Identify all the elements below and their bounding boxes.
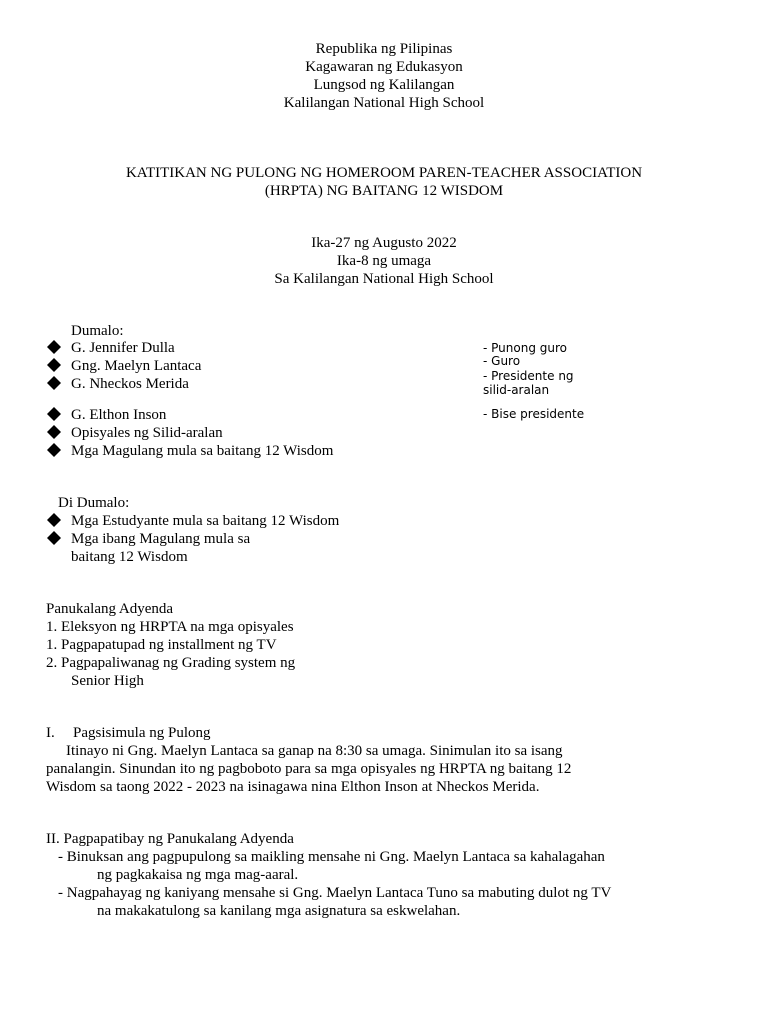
diamond-bullet-icon <box>47 425 61 439</box>
attendee-role: silid-aralan <box>483 383 550 397</box>
diamond-bullet-icon <box>47 340 61 354</box>
diamond-bullet-icon <box>47 531 61 545</box>
diamond-bullet-icon <box>47 443 61 457</box>
absentee-item: Mga Estudyante mula sa baitang 12 Wisdom <box>71 513 340 529</box>
department-line: Kagawaran ng Edukasyon <box>305 59 463 75</box>
diamond-bullet-icon <box>47 407 61 421</box>
attendee-name: Gng. Maelyn Lantaca <box>71 358 202 374</box>
attendee-role: - Punong guro <box>483 341 567 355</box>
meeting-place: Sa Kalilangan National High School <box>274 271 494 287</box>
section-2-continuation-line: na makakatulong sa kanilang mga asignatura sa eskwelahan. <box>97 903 461 919</box>
agenda-heading: Panukalang Adyenda <box>46 601 174 617</box>
city-line: Lungsod ng Kalilangan <box>313 77 455 93</box>
attendee-role: - Presidente ng <box>483 369 574 383</box>
section-1-heading: Pagsisimula ng Pulong <box>73 725 211 741</box>
section-2-heading: II. Pagpapatibay ng Panukalang Adyenda <box>46 831 294 847</box>
meeting-date: Ika-27 ng Augusto 2022 <box>311 235 457 251</box>
attendee-name: G. Jennifer Dulla <box>71 340 175 356</box>
attendee-name: Opisyales ng Silid-aralan <box>71 425 223 441</box>
absentee-item: Mga ibang Magulang mula sa <box>71 531 251 547</box>
document-title-line1: KATITIKAN NG PULONG NG HOMEROOM PAREN-TEACHER ASSOCIATION <box>125 165 643 181</box>
attendee-name: G. Nheckos Merida <box>71 376 189 392</box>
section-1-number: I. <box>46 725 55 741</box>
agenda-item: 1. Eleksyon ng HRPTA na mga opisyales <box>46 619 294 635</box>
document-title-line2: (HRPTA) NG BAITANG 12 WISDOM <box>264 183 504 199</box>
section-1-paragraph-line: panalangin. Sinundan ito ng pagboboto para sa mga opisyales ng HRPTA ng baitang 12 <box>46 761 572 777</box>
section-1-paragraph-line: Itinayo ni Gng. Maelyn Lantaca sa ganap na 8:30 sa umaga. Sinimulan ito sa isang <box>66 743 563 759</box>
attendee-role: - Guro <box>483 354 521 368</box>
agenda-item: 2. Pagpapaliwanag ng Grading system ng <box>46 655 296 671</box>
diamond-bullet-icon <box>47 376 61 390</box>
section-2-bullet-line: - Nagpahayag ng kaniyang mensahe si Gng. Maelyn Lantaca Tuno sa mabuting dulot ng TV <box>58 885 612 901</box>
diamond-bullet-icon <box>47 513 61 527</box>
agenda-item: 1. Pagpapatupad ng installment ng TV <box>46 637 277 653</box>
absentee-item-continuation: baitang 12 Wisdom <box>71 549 188 565</box>
agenda-item-continuation: Senior High <box>71 673 144 689</box>
section-2-bullet-line: - Binuksan ang pagpupulong sa maikling mensahe ni Gng. Maelyn Lantaca sa kahalagahan <box>58 849 605 865</box>
attendee-role: - Bise presidente <box>483 407 585 421</box>
meeting-time: Ika-8 ng umaga <box>336 253 432 269</box>
section-1-paragraph-line: Wisdom sa taong 2022 - 2023 na isinagawa nina Elthon Inson at Nheckos Merida. <box>46 779 540 795</box>
attendees-heading: Dumalo: <box>71 323 124 339</box>
school-line: Kalilangan National High School <box>283 95 485 111</box>
attendee-name: Mga Magulang mula sa baitang 12 Wisdom <box>71 443 334 459</box>
absentees-heading: Di Dumalo: <box>58 495 130 511</box>
section-2-continuation-line: ng pagkakaisa ng mga mag-aaral. <box>97 867 299 883</box>
attendee-name: G. Elthon Inson <box>71 407 167 423</box>
republic-line: Republika ng Pilipinas <box>315 41 453 57</box>
diamond-bullet-icon <box>47 358 61 372</box>
